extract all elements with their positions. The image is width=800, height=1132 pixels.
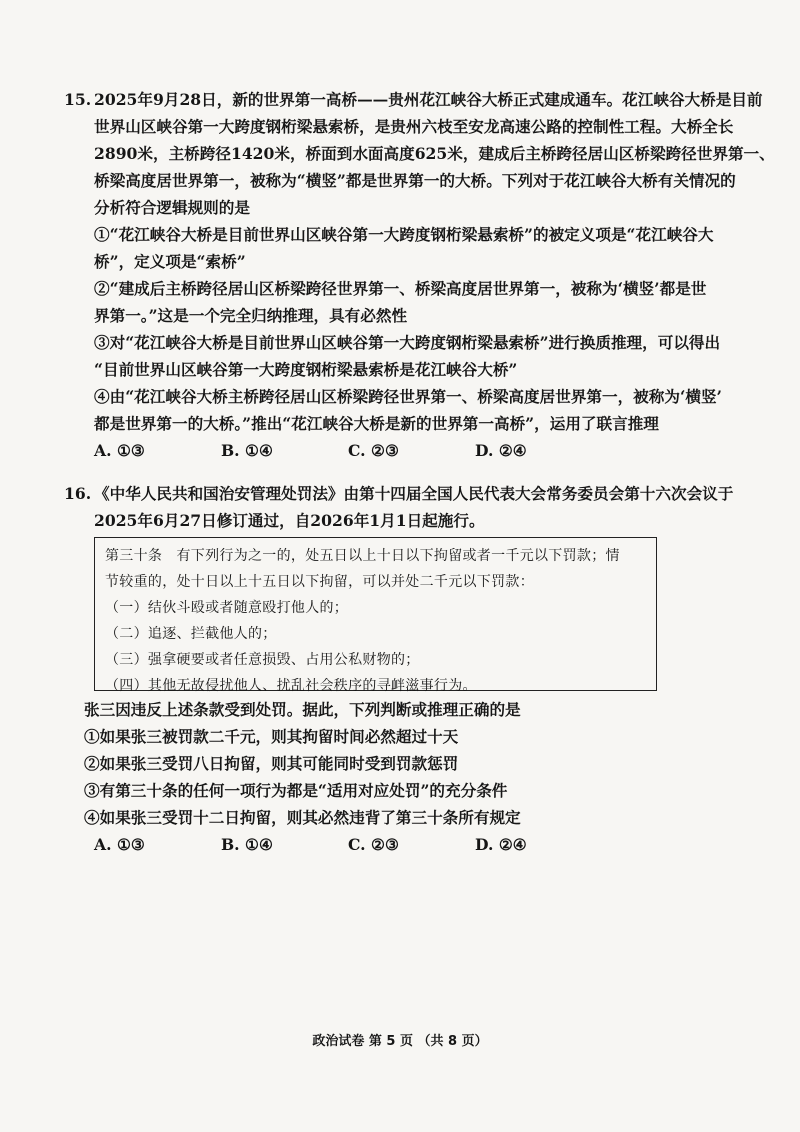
option-b: B. ①④	[221, 441, 273, 460]
article-line-1: 第三十条 有下列行为之一的，处五日以上十日以下拘留或者一千元以下罚款；情	[105, 548, 620, 564]
question-16-line-1: 16. 《中华人民共和国治安管理处罚法》由第十四届全国人民代表大会常务委员会第十六次会议于	[64, 480, 744, 507]
article-item-4: （四）其他无故侵扰他人、扰乱社会秩序的寻衅滋事行为。	[105, 678, 477, 694]
page-footer: 政治试卷 第 5 页 （共 8 页）	[312, 1034, 488, 1049]
q16-option-a: A. ①③	[94, 835, 145, 854]
option-c: C. ②③	[348, 441, 399, 460]
option-a: A. ①③	[94, 441, 145, 460]
question-16-prompt: 张三因违反上述条款受到处罚。据此，下列判断或推理正确的是	[84, 700, 521, 719]
article-item-1: （一）结伙斗殴或者随意殴打他人的；	[105, 600, 349, 616]
statement-1: ①“花江峡谷大桥是目前世界山区峡谷第一大跨度钢桁梁悬索桥”的被定义项是“花江峡谷大	[94, 225, 714, 244]
question-16-line-2: 2025年6月27日修订通过，自2026年1月1日起施行。	[94, 511, 485, 530]
question-16-number: 16.	[64, 484, 92, 503]
question-15-number: 15.	[64, 90, 92, 109]
q16-statement-2: ②如果张三受罚八日拘留，则其可能同时受到罚款惩罚	[84, 754, 459, 773]
statement-4: ④由“花江峡谷大桥主桥跨径居山区桥梁跨径世界第一、桥梁高度居世界第一，被称为‘横竖’	[94, 387, 722, 406]
article-line-2: 节较重的，处十日以上十五日以下拘留，可以并处二千元以下罚款：	[105, 574, 534, 590]
question-15-line-3: 2890米，主桥跨径1420米，桥面到水面高度625米，建成后主桥跨径居山区桥梁跨径世界第一、	[94, 144, 775, 163]
question-15-line-5: 分析符合逻辑规则的是	[94, 198, 250, 217]
article-item-2: （二）追逐、拦截他人的；	[105, 626, 277, 642]
law-article-box	[94, 537, 657, 694]
statement-3-cont: “目前世界山区峡谷第一大跨度钢桁梁悬索桥是花江峡谷大桥”	[94, 360, 518, 379]
question-16	[64, 480, 744, 534]
question-15-line-2: 世界山区峡谷第一大跨度钢桁梁悬索桥，是贵州六枝至安龙高速公路的控制性工程。大桥全长	[94, 117, 734, 136]
question-16-body	[84, 696, 764, 858]
q16-statement-4: ④如果张三受罚十二日拘留，则其必然违背了第三十条所有规定	[84, 808, 521, 827]
statement-4-cont: 都是世界第一的大桥。”推出“花江峡谷大桥是新的世界第一高桥”，运用了联言推理	[94, 414, 659, 433]
question-15-options	[64, 437, 744, 464]
statement-3: ③对“花江峡谷大桥是目前世界山区峡谷第一大跨度钢桁梁悬索桥”进行换质推理，可以得出	[94, 333, 721, 352]
option-d: D. ②④	[475, 441, 527, 460]
question-16-options	[84, 831, 764, 858]
statement-2: ②“建成后主桥跨径居山区桥梁跨径世界第一、桥梁高度居世界第一，被称为‘横竖’都是世	[94, 279, 707, 298]
statement-2-cont: 界第一。”这是一个完全归纳推理，具有必然性	[94, 306, 408, 325]
q16-statement-3: ③有第三十条的任何一项行为都是“适用对应处罚”的充分条件	[84, 781, 508, 800]
q16-option-d: D. ②④	[475, 835, 527, 854]
q16-option-b: B. ①④	[221, 835, 273, 854]
q16-statement-1: ①如果张三被罚款二千元，则其拘留时间必然超过十天	[84, 727, 459, 746]
question-15-line-4: 桥梁高度居世界第一，被称为“横竖”都是世界第一的大桥。下列对于花江峡谷大桥有关情况的	[94, 171, 736, 190]
statement-1-cont: 桥”，定义项是“索桥”	[94, 252, 246, 271]
question-15	[64, 86, 775, 464]
article-item-3: （三）强拿硬要或者任意损毁、占用公私财物的；	[105, 652, 420, 668]
question-15-line-1: 15. 2025年9月28日，新的世界第一高桥——贵州花江峡谷大桥正式建成通车。花江峡谷大桥是目前	[64, 86, 744, 113]
q16-option-c: C. ②③	[348, 835, 399, 854]
